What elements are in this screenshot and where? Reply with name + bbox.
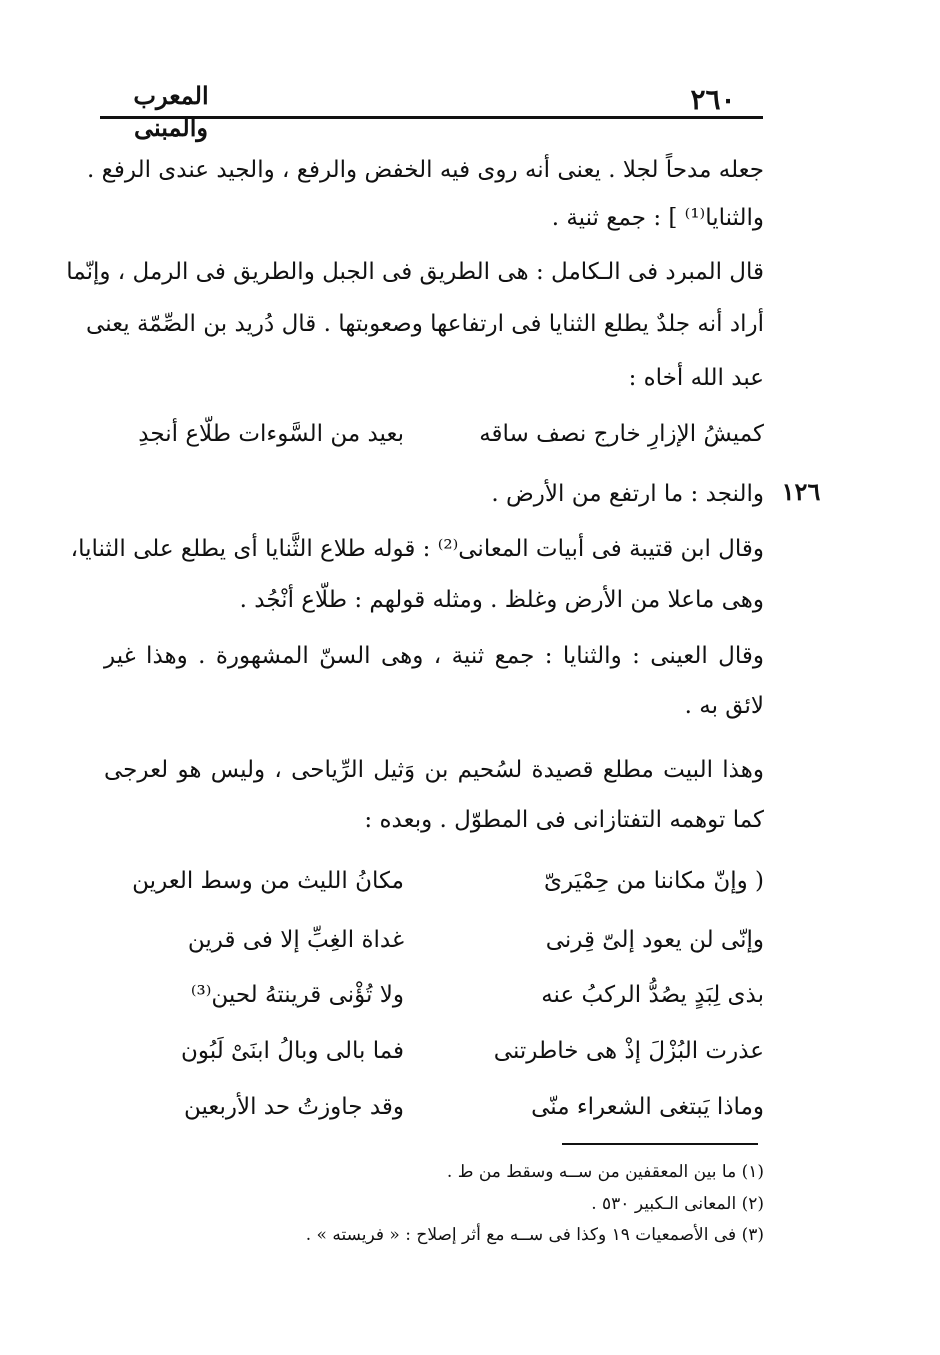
running-title: المعرب والمبنى xyxy=(133,81,209,142)
verse-hemistich-right: عذرت البُزْلَ إذْ هى خاطرتنى xyxy=(493,1038,764,1064)
verse-hemistich-right: وماذا يَبتغى الشعراء منّى xyxy=(531,1094,764,1120)
verse-hemistich-left: فما بالى وبالُ ابنَىْ لَبُون xyxy=(181,1038,404,1064)
footnote-rule xyxy=(562,1143,758,1145)
poem-verse-5 xyxy=(104,1086,764,1128)
poem-verse-2 xyxy=(104,919,764,961)
poem-verse-1 xyxy=(104,860,764,902)
header-rule xyxy=(100,116,763,119)
body-line-9: وقال العينى : والثنايا : جمع ثنية ، وهى السنّ المشهورة . وهذا غير xyxy=(104,643,764,669)
body-line-11: وهذا البيت مطلع قصيدة لسُحيم بن وَثيل الرِّياحى ، وليس هو لعرجى xyxy=(104,757,764,783)
verse-hemistich-left: مكانُ الليث من وسط العرين xyxy=(132,868,404,894)
verse-hemistich-right: بذى لِبَدٍ يصُدُّ الركبُ عنه xyxy=(541,982,764,1008)
body-line-6: والنجد : ما ارتفع من الأرض . xyxy=(491,481,764,507)
verse-hemistich-right: ( وإنّ مكاننا من حِمْيَرىّ xyxy=(544,868,764,894)
verse-hemistich-left: وقد جاوزتُ حد الأربعين xyxy=(183,1094,404,1120)
footnote-2: (٢) المعانى الـكبير ٥٣٠ . xyxy=(591,1194,764,1214)
body-line-2: والثنايا⁽¹⁾ ] : جمع ثنية . xyxy=(551,205,764,231)
body-line-7: وقال ابن قتيبة فى أبيات المعانى⁽²⁾ : قوله طلاع الثَّنايا أى يطلع على الثنايا، xyxy=(70,536,764,562)
verse-durayd xyxy=(104,413,764,455)
body-line-5: عبد الله أخاه : xyxy=(628,365,764,391)
body-line-8: وهى ماعلا من الأرض وغلظ . ومثله قولهم : طلّاع أنْجُد . xyxy=(239,587,764,613)
body-line-10: لائق به . xyxy=(684,693,764,719)
page-number: ٢٦٠ xyxy=(690,83,736,116)
footnote-3: (٣) فى الأصمعيات ١٩ وكذا فى ســه مع أثر إصلاح : « فريسته » . xyxy=(305,1225,764,1245)
verse-hemistich-left: غداة الغِبِّ إلا فى قرين xyxy=(187,927,404,953)
verse-hemistich-right: كميشُ الإزارِ خارج نصف ساقه xyxy=(479,421,764,447)
body-line-1: جعله مدحاً لجلا . يعنى أنه روى فيه الخفض والرفع ، والجيد عندى الرفع . xyxy=(87,157,764,183)
margin-reference-number: ١٢٦ xyxy=(781,477,821,506)
poem-verse-3 xyxy=(104,974,764,1016)
body-line-3: قال المبرد فى الـكامل : هى الطريق فى الجبل والطريق فى الرمل ، وإنّما xyxy=(66,259,764,285)
verse-hemistich-left: ولا تُؤْنى قرينتهُ لحين⁽³⁾ xyxy=(190,982,404,1008)
verse-hemistich-right: وإنّى لن يعود إلىّ قِرنى xyxy=(545,927,764,953)
body-line-4: أراد أنه جلدٌ يطلع الثنايا فى ارتفاعها وصعوبتها . قال دُريد بن الصِّمّة يعنى xyxy=(86,311,764,337)
body-line-12: كما توهمه التفتازانى فى المطوّل . وبعده : xyxy=(364,807,764,833)
verse-hemistich-left: بعيد من السَّوءات طلّاع أنجدِ xyxy=(138,421,404,447)
footnote-1: (١) ما بين المعقفين من ســه وسقط من ط . xyxy=(446,1162,764,1182)
poem-verse-4 xyxy=(104,1030,764,1072)
